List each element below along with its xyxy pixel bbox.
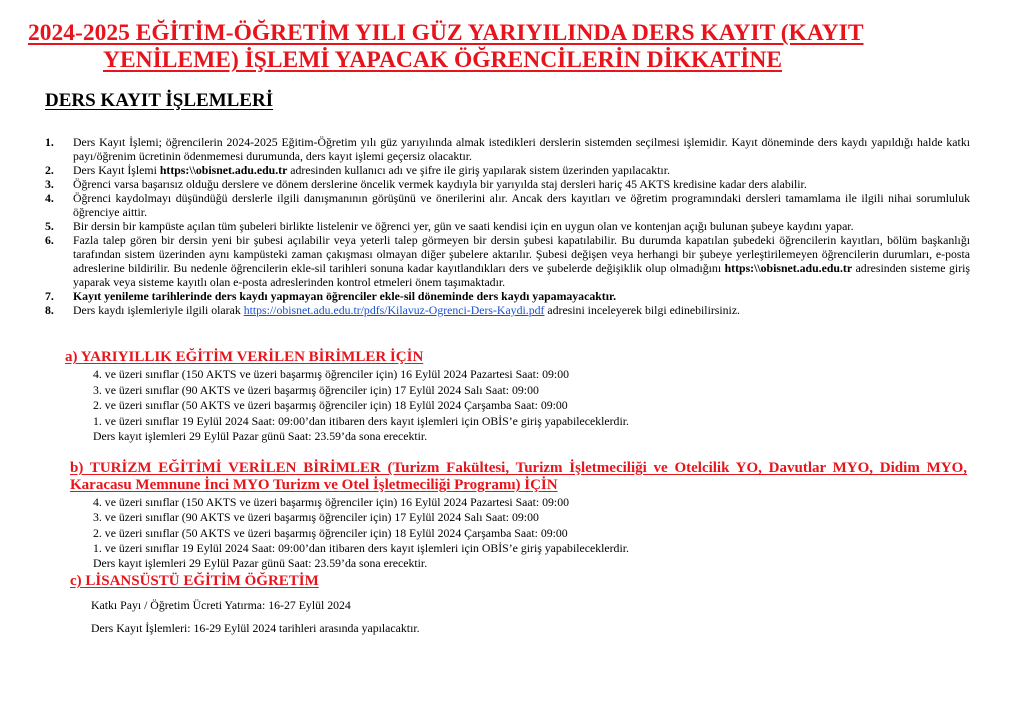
schedule-line: Ders kayıt işlemleri 29 Eylül Pazar günü Saat: 23.59’da sona erecektir.: [93, 556, 428, 571]
list-item: [45, 289, 970, 303]
item-number: 4.: [45, 191, 54, 205]
item-number: 2.: [45, 163, 54, 177]
item-text: Ders Kayıt İşlemi; öğrencilerin 2024-2025 Eğitim-Öğretim yılı güz yarıyılında almak istedikleri derslerin sistemden seçilmesi işlemidir. Kayıt döneminde ders kaydı yapıldığı halde katkı payı/öğrenim ücretinin ödenmemesi durumunda, ders kayıt işlemi geçersiz olacaktır.: [73, 135, 970, 163]
list-item: [45, 219, 970, 233]
item-text: Ders Kayıt İşlemi: [73, 163, 160, 177]
item-text: Öğrenci kaydolmayı düşündüğü derslerle ilgili danışmanının görüşünü ve önerilerini alır. Ancak ders kayıtları ve öğretim programındaki dersleri tamamlama ile ilgili nihai sorumluluk öğrenciye aittir.: [73, 191, 970, 219]
item-number: 3.: [45, 177, 54, 191]
item-text: Bir dersin bir kampüste açılan tüm şubeleri birlikte listelenir ve öğrenci yer, gün ve saati kendisi için en uygun olan ve kontenjan açığı bulunan şubeye kaydını yapar.: [73, 219, 854, 233]
schedule-line: 1. ve üzeri sınıflar 19 Eylül 2024 Saat: 09:00’dan itibaren ders kayıt işlemleri için OBİS’e giriş yapabileceklerdir.: [93, 413, 629, 428]
item-number: 8.: [45, 303, 54, 317]
item-text: Fazla talep gören bir dersin yeni bir şubesi açılabilir veya yeterli talep görmeyen bir dersin şubesi kapatılabilir. Bu durumda kapatılan şubedeki öğrencilerin kayıtları, bölüm başkanlığı tarafından sistem üzerinden aynı kampüsteki zaman çakışması olmayan diğer şubelere aktarılır. Şubesi değişen veya herhangi bir şubeye yerleştirilemeyen öğrencilerin durumları, e-posta adreslerine bildirilir. Bu nedenle öğrencilerin ekle-sil tarihleri sonuna kadar kayıtlandıkları ders ve şubelerde değişiklik olup olmadığını: [73, 233, 970, 275]
schedule-line: 2. ve üzeri sınıflar (50 AKTS ve üzeri başarmış öğrenciler için) 18 Eylül 2024 Çarşamba Saat: 09:00: [93, 525, 568, 540]
section-b-heading: b) TURİZM EĞİTİMİ VERİLEN BİRİMLER (Turizm Fakültesi, Turizm İşletmeciliği ve Otelcilik YO, Davutlar MYO, Didim MYO, Karacasu Memnune İnci MYO Turizm ve Otel İşletmeciliği Programı) İÇİN: [70, 460, 967, 493]
item-number: 1.: [45, 135, 54, 149]
schedule-line: 3. ve üzeri sınıflar (90 AKTS ve üzeri başarmış öğrenciler için) 17 Eylül 2024 Salı Saat: 09:00: [93, 510, 539, 525]
schedule-line: 4. ve üzeri sınıflar (150 AKTS ve üzeri başarmış öğrenciler için) 16 Eylül 2024 Pazartesi Saat: 09:00: [93, 367, 570, 381]
list-item: [45, 135, 970, 163]
item-text: Ders kaydı işlemleriyle ilgili olarak: [73, 303, 244, 317]
item-text: Öğrenci varsa başarısız olduğu derslere ve dönem derslerine öncelik vermek kaydıyla bir yarıyılda staj dersleri hariç 45 AKTS kredisine kadar ders alabilir.: [73, 177, 807, 191]
item-text-bold: Kayıt yenileme tarihlerinde ders kaydı yapmayan öğrenciler ekle-sil döneminde ders kaydı yapamayacaktır.: [73, 289, 617, 303]
section-c-heading: c) LİSANSÜSTÜ EĞİTİM ÖĞRETİM: [70, 573, 319, 589]
obisnet-address: https:\\obisnet.adu.edu.tr: [724, 261, 853, 275]
item-text: adresinden kullanıcı adı ve şifre ile giriş yapılarak sistem üzerinden yapılacaktır.: [287, 163, 670, 177]
item-number: 7.: [45, 289, 54, 303]
list-item: [45, 191, 970, 219]
guide-pdf-link[interactable]: https://obisnet.adu.edu.tr/pdfs/Kilavuz-Ogrenci-Ders-Kaydi.pdf: [243, 303, 545, 317]
fee-payment-dates: Katkı Payı / Öğretim Ücreti Yatırma: 16-27 Eylül 2024: [91, 598, 351, 612]
section-a-schedule: [93, 367, 629, 445]
section-a-heading: a) YARIYILLIK EĞİTİM VERİLEN BİRİMLER İÇİN: [65, 349, 424, 365]
list-item: [45, 177, 970, 191]
list-item: [45, 303, 970, 317]
instruction-list: [45, 135, 970, 317]
schedule-line: 4. ve üzeri sınıflar (150 AKTS ve üzeri başarmış öğrenciler için) 16 Eylül 2024 Pazartesi Saat: 09:00: [93, 495, 570, 509]
registration-dates: Ders Kayıt İşlemleri: 16-29 Eylül 2024 tarihleri arasında yapılacaktır.: [91, 621, 420, 635]
page-title-line-1: 2024-2025 EĞİTİM-ÖĞRETİM YILI GÜZ YARIYILINDA DERS KAYIT (KAYIT: [28, 20, 864, 46]
item-number: 5.: [45, 219, 54, 233]
item-text: adresinden sisteme giriş yaparak veya sisteme kayıtlı olan e-posta adreslerinden kontrol etmeleri önem taşımaktadır.: [73, 261, 970, 289]
item-number: 6.: [45, 233, 54, 247]
section-b-schedule: [93, 495, 629, 571]
section-title: DERS KAYIT İŞLEMLERİ: [45, 90, 274, 111]
item-text: adresini inceleyerek bilgi edinebilirsiniz.: [544, 303, 741, 317]
schedule-line: 3. ve üzeri sınıflar (90 AKTS ve üzeri başarmış öğrenciler için) 17 Eylül 2024 Salı Saat: 09:00: [93, 382, 539, 397]
schedule-line: 1. ve üzeri sınıflar 19 Eylül 2024 Saat: 09:00’dan itibaren ders kayıt işlemleri için OBİS’e giriş yapabileceklerdir.: [93, 540, 629, 555]
page-title-line-2: YENİLEME) İŞLEMİ YAPACAK ÖĞRENCİLERİN DİKKATİNE: [103, 47, 782, 73]
schedule-line: 2. ve üzeri sınıflar (50 AKTS ve üzeri başarmış öğrenciler için) 18 Eylül 2024 Çarşamba Saat: 09:00: [93, 398, 568, 412]
obisnet-address: https:\\obisnet.adu.edu.tr: [159, 163, 288, 177]
list-item: [45, 233, 970, 289]
list-item: [45, 163, 970, 177]
schedule-line: Ders kayıt işlemleri 29 Eylül Pazar günü Saat: 23.59’da sona erecektir.: [93, 429, 428, 443]
